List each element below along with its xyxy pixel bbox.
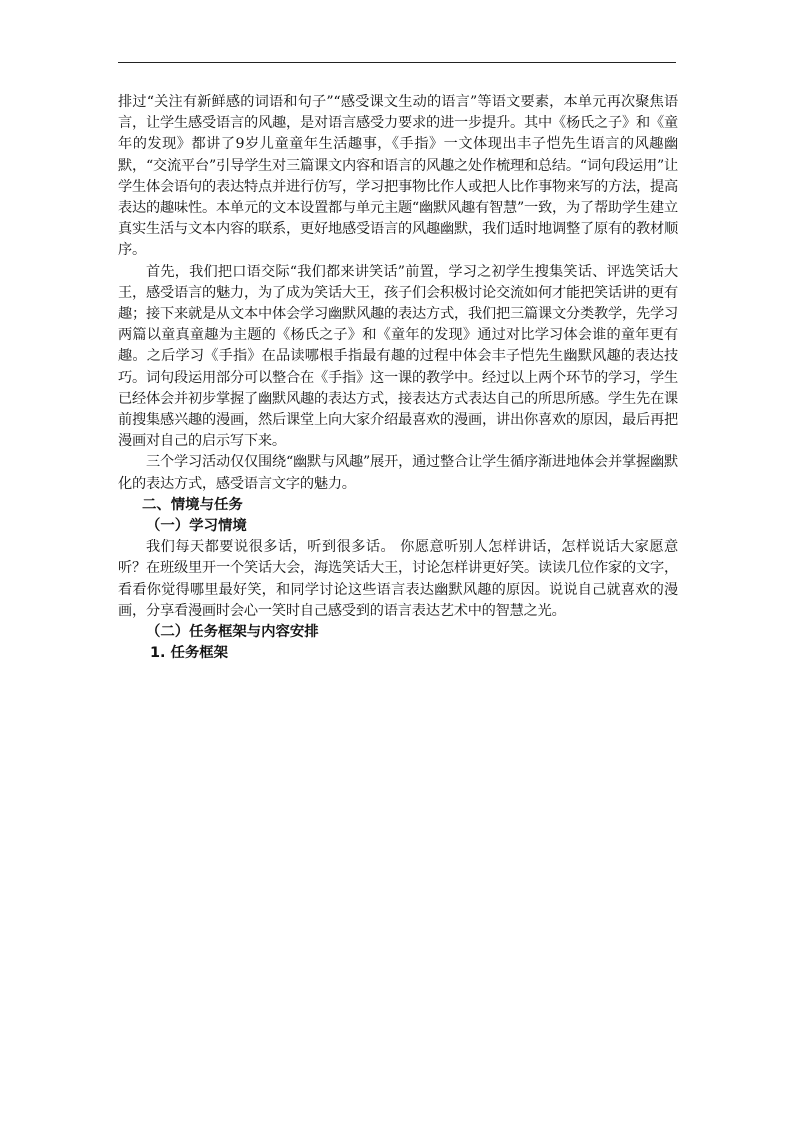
body-paragraph-3: 三个学习活动仅仅围绕“幽默与风趣”展开，通过整合让学生循序渐进地体会并掌握幽默化的表达方式，感受语言文字的魅力。 — [118, 454, 678, 492]
task-framework-heading: 1. 任务框架 — [150, 645, 229, 662]
body-paragraph-2: 首先，我们把口语交际“我们都来讲笑话”前置，学习之初学生搜集笑话、评选笑话大王，感受语言的魅力，为了成为笑话大王，孩子们会积极讨论交流如何才能把笑话讲的更有趣；接下来就是从文本中体会学习幽默风趣的表达方式，我们把三篇课文分类教学，先学习两篇以童真童趣为主题的《杨氏之子》和《童年的发现》通过对比学习体会谁的童年更有趣。之后学习《手指》在品读哪根手指最有趣的过程中体会丰子恺先生幽默风趣的表达技巧。词句段运用部分可以整合在《手指》这一课的教学中。经过以上两个环节的学习，学生已经体会并初步掌握了幽默风趣的表达方式，接表达方式表达自己的所思所感。学生先在课前搜集感兴趣的漫画，然后课堂上向大家介绍最喜欢的漫画，讲出你喜欢的原因，最后再把漫画对自己的启示写下来。 — [118, 263, 678, 450]
document-body — [118, 92, 678, 664]
section-heading: 二、情境与任务 — [142, 496, 243, 513]
situation-paragraph: 我们每天都要说很多话，听到很多话。 你愿意听别人怎样讲话，怎样说话大家愿意听？在班级里开一个笑话大会，海选笑话大王，讨论怎样讲更好笑。读读几位作家的文字，看看你觉得哪里最好笑，和同学讨论这些语言表达幽默风趣的原因。说说自己就喜欢的漫画，分享看漫画时会心一笑时自己感受到的语言表达艺术中的智慧之光。 — [118, 539, 678, 619]
header-rule — [118, 62, 676, 63]
subsection-heading-situation: （一）学习情境 — [146, 518, 247, 535]
subsection-heading-tasks: （二）任务框架与内容安排 — [146, 624, 319, 641]
body-paragraph-1: 排过“关注有新鲜感的词语和句子”“感受课文生动的语言”等语文要素，本单元再次聚焦语言，让学生感受语言的风趣，是对语言感受力要求的进一步提升。其中《杨氏之子》和《童年的发现》都讲了9岁儿童童年生活趣事，《手指》一文体现出丰子恺先生语言的风趣幽默，“交流平台”引导学生对三篇课文内容和语言的风趣之处作梳理和总结。“词句段运用”让学生体会语句的表达特点并进行仿写，学习把事物比作人或把人比作事物来写的方法，提高表达的趣味性。本单元的文本设置都与单元主题“幽默风趣有智慧”一致，为了帮助学生建立真实生活与文本内容的联系，更好地感受语言的风趣幽默，我们适时地调整了原有的教材顺序。 — [118, 94, 678, 259]
